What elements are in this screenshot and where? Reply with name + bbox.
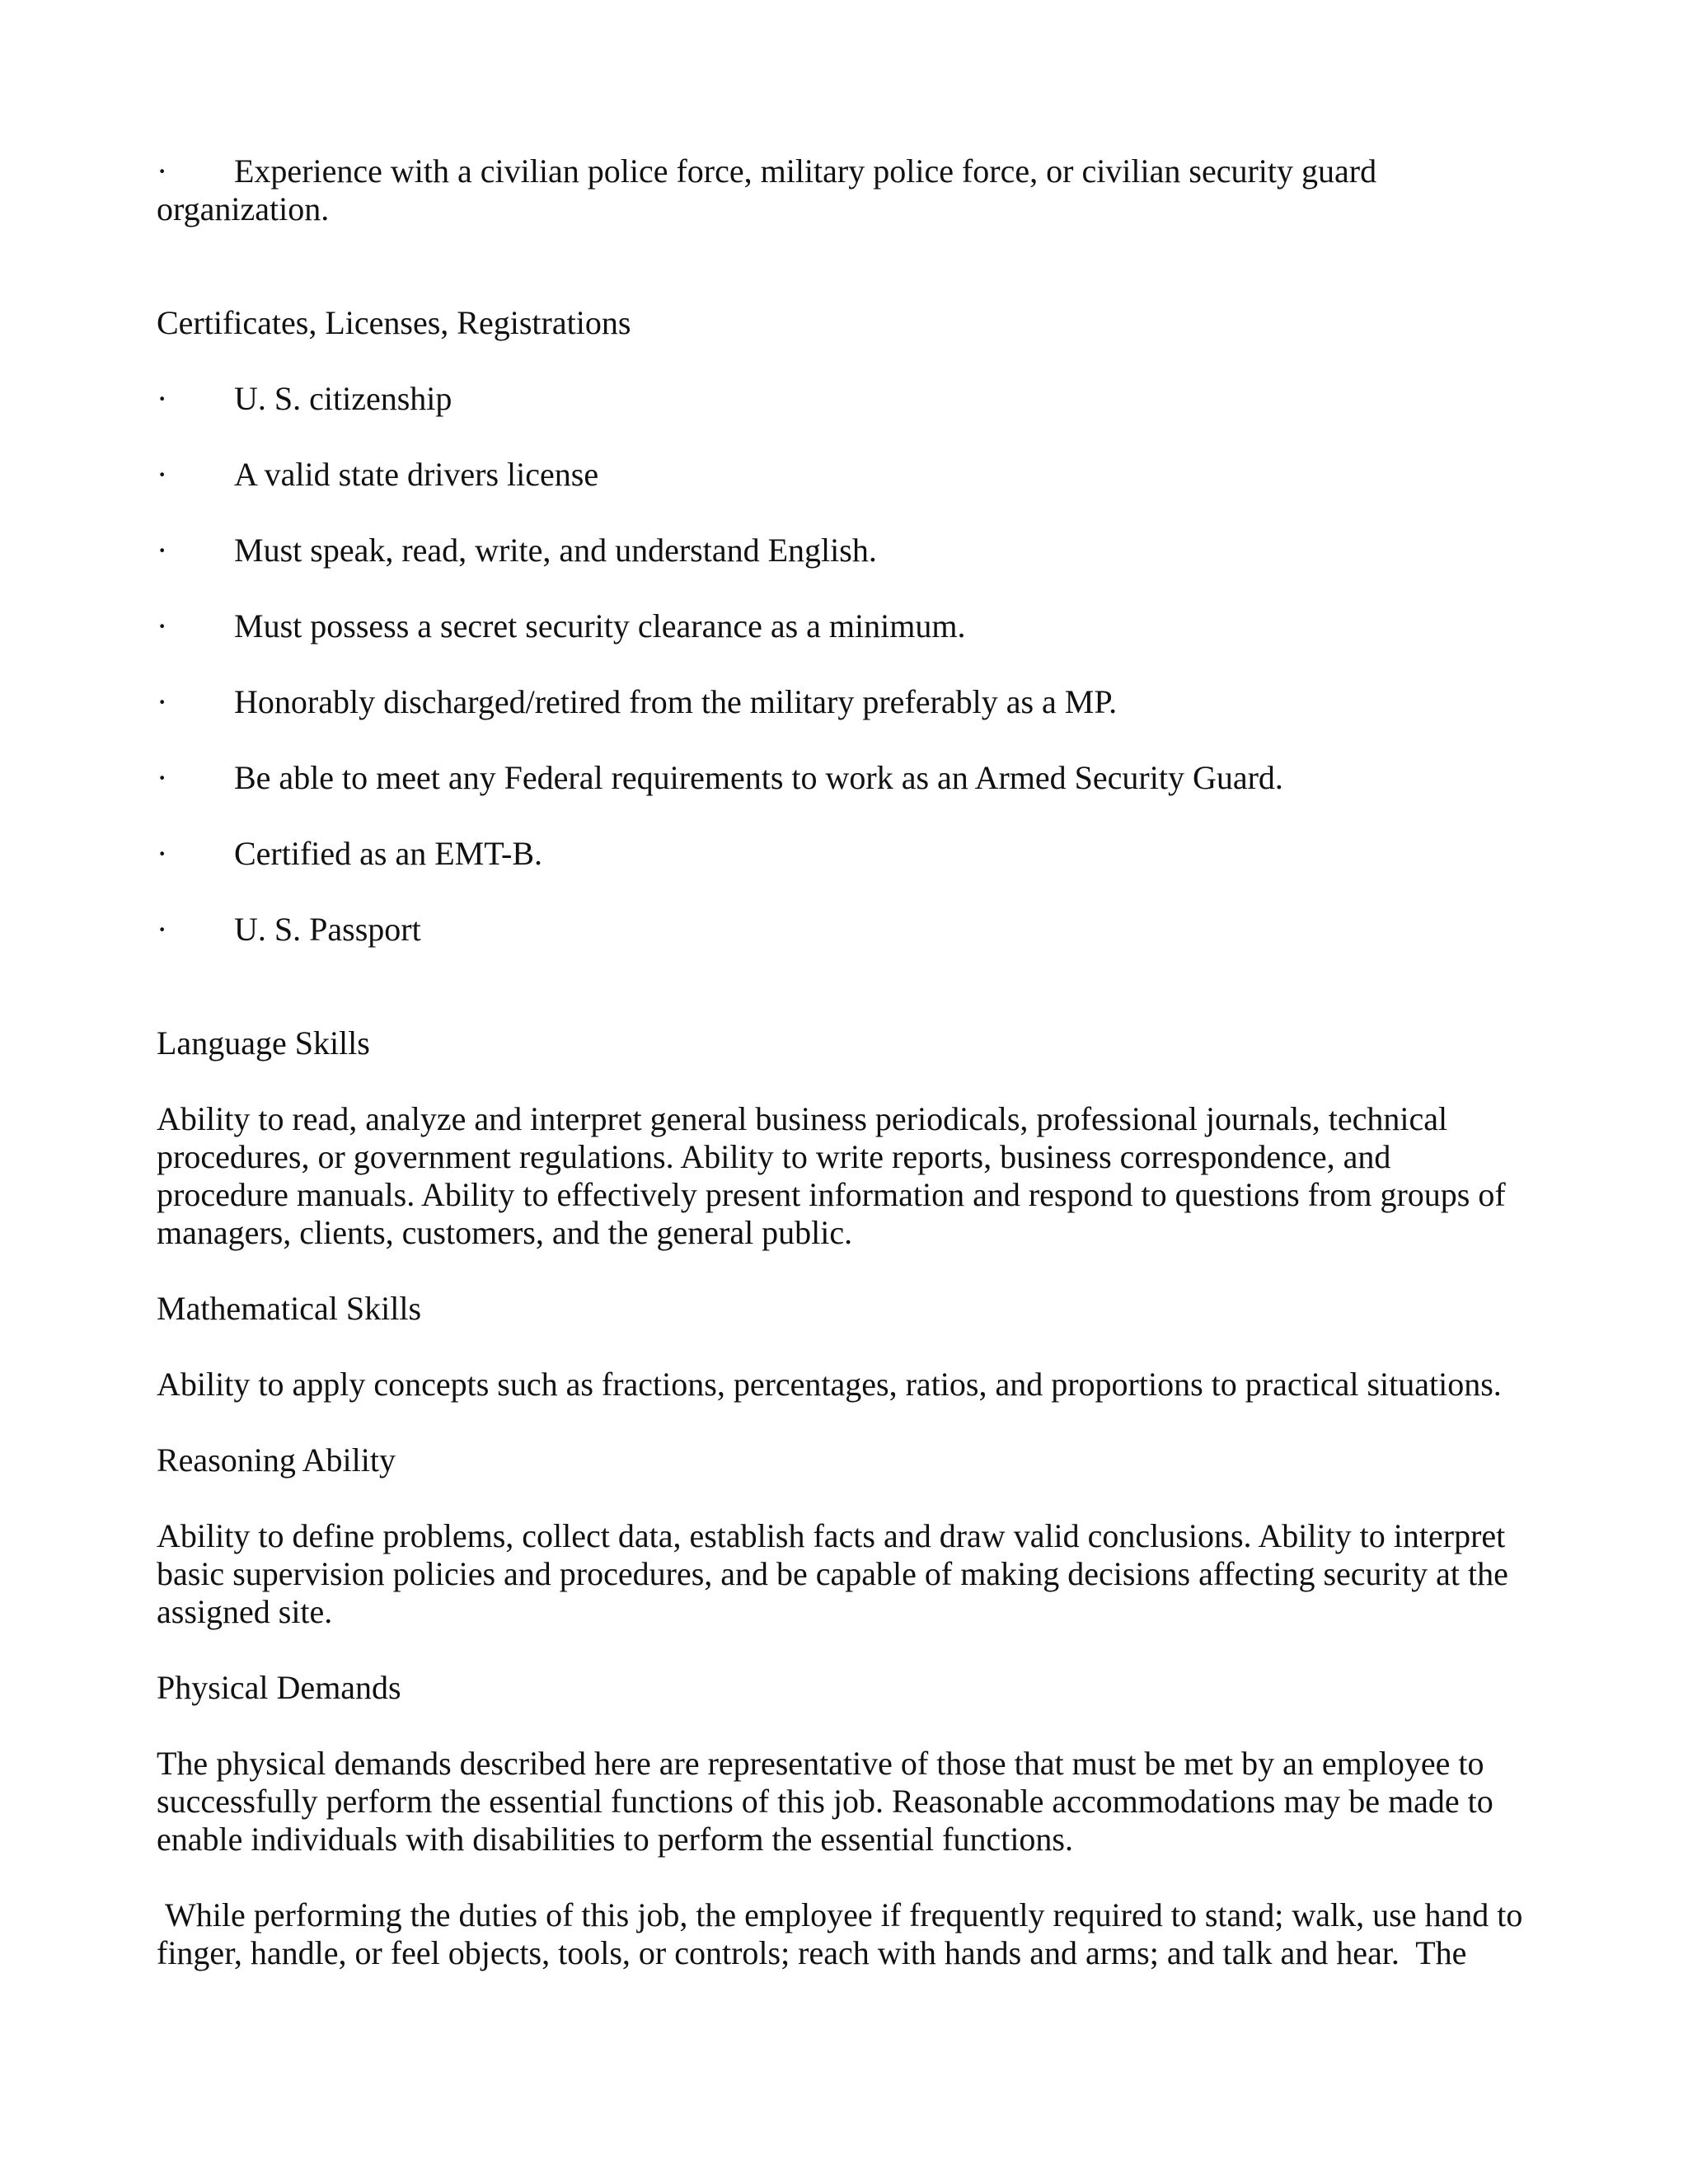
document-page bbox=[157, 152, 1531, 1972]
intro-bullet-item bbox=[157, 152, 1525, 228]
list-item bbox=[157, 607, 1525, 645]
list-item bbox=[157, 456, 1525, 494]
bullet-marker: · bbox=[157, 380, 168, 417]
list-item bbox=[157, 835, 1525, 873]
bullet-marker: · bbox=[157, 607, 168, 644]
list-item bbox=[157, 683, 1525, 721]
bullet-marker: · bbox=[157, 456, 168, 493]
list-item-text: Be able to meet any Federal requirements to work as an Armed Security Guard. bbox=[234, 759, 1283, 796]
reasoning-ability-heading: Reasoning Ability bbox=[157, 1441, 396, 1479]
language-skills-body: Ability to read, analyze and interpret general business periodicals, professional journals, technical procedures, or government regulations. Ability to write reports, business correspondence, and procedure manuals. Ability to effectively present information and respond to questions from groups of managers, clients, customers, and the general public. bbox=[157, 1100, 1506, 1251]
bullet-marker: · bbox=[157, 532, 168, 569]
bullet-marker: · bbox=[157, 152, 168, 190]
list-item bbox=[157, 380, 1525, 418]
bullet-marker: · bbox=[157, 835, 168, 872]
physical-demands-body-1: The physical demands described here are representative of those that must be met by an employee to successfully perform the essential functions of this job. Reasonable accommodations may be made to enable individuals with disabilities to perform the essential functions. bbox=[157, 1745, 1493, 1858]
list-item-text: U. S. citizenship bbox=[234, 380, 452, 417]
list-item-text: U. S. Passport bbox=[234, 911, 421, 948]
list-item-text: Must possess a secret security clearance as a minimum. bbox=[234, 607, 966, 644]
certificates-heading: Certificates, Licenses, Registrations bbox=[157, 304, 631, 341]
bullet-marker: · bbox=[157, 683, 168, 720]
list-item-text: A valid state drivers license bbox=[234, 456, 599, 493]
bullet-marker: · bbox=[157, 911, 168, 948]
physical-demands-body-2: While performing the duties of this job, the employee if frequently required to stand; walk, use hand to finger, handle, or feel objects, tools, or controls; reach with hands and arms; and talk and hear. The bbox=[157, 1896, 1531, 1971]
physical-demands-heading: Physical Demands bbox=[157, 1669, 401, 1706]
list-item-text: Honorably discharged/retired from the military preferably as a MP. bbox=[234, 683, 1118, 720]
intro-bullet-text: Experience with a civilian police force, military police force, or civilian security guard organization. bbox=[157, 152, 1377, 227]
list-item-text: Must speak, read, write, and understand English. bbox=[234, 532, 877, 569]
mathematical-skills-body: Ability to apply concepts such as fractions, percentages, ratios, and proportions to practical situations. bbox=[157, 1366, 1502, 1403]
list-item-text: Certified as an EMT-B. bbox=[234, 835, 543, 872]
list-item bbox=[157, 532, 1525, 569]
reasoning-ability-body: Ability to define problems, collect data, establish facts and draw valid conclusions. Ability to interpret basic supervision policies and procedures, and be capable of making decisions affecting security at the assigned site. bbox=[157, 1517, 1508, 1630]
mathematical-skills-heading: Mathematical Skills bbox=[157, 1290, 422, 1327]
list-item bbox=[157, 911, 1525, 949]
list-item bbox=[157, 759, 1525, 797]
certificates-list bbox=[157, 380, 1525, 949]
bullet-marker: · bbox=[157, 759, 168, 796]
language-skills-heading: Language Skills bbox=[157, 1024, 370, 1062]
